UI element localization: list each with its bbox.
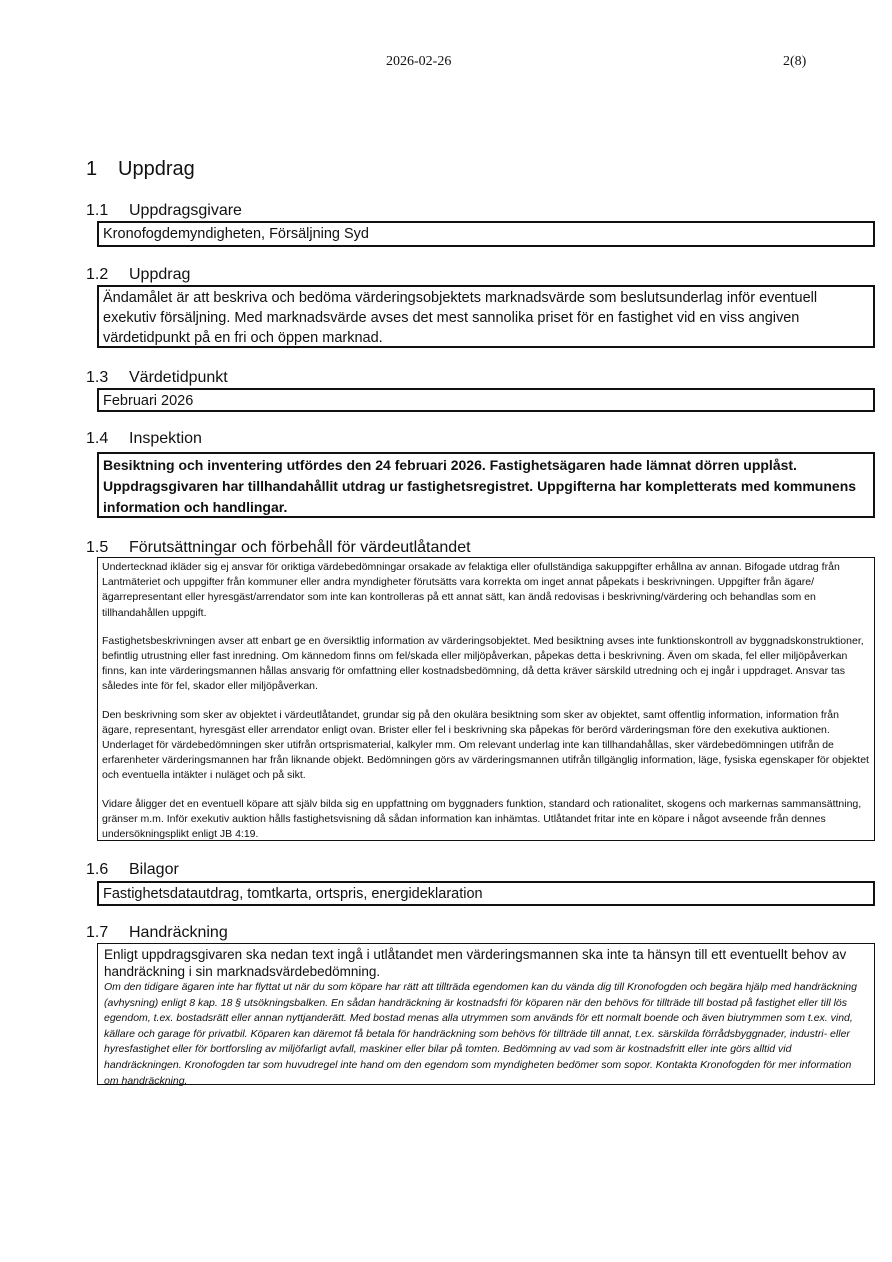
subsection-heading-vardetidpunkt	[86, 369, 228, 387]
subsection-heading-forutsattningar	[86, 539, 471, 557]
subsection-heading-inspektion	[86, 430, 202, 448]
subsection-number: 1.3	[86, 369, 109, 386]
subsection-title: Bilagor	[129, 861, 179, 878]
subsection-title: Uppdrag	[129, 266, 191, 283]
inspektion-box: Besiktning och inventering utfördes den 24 februari 2026. Fastighetsägaren hade lämnat dörren upplåst. Uppdragsgivaren har tillhandahållit utdrag ur fastighetsregistret. Uppgifterna har kompletterats med kommunens information och handlingar.	[97, 452, 875, 518]
handrackning-box	[97, 943, 875, 1085]
forutsattningar-box	[97, 557, 875, 841]
subsection-number: 1.5	[86, 539, 109, 556]
section-title: Uppdrag	[118, 158, 195, 180]
subsection-heading-uppdragsgivare	[86, 202, 242, 220]
subsection-heading-uppdrag	[86, 266, 190, 284]
subsection-heading-handrackning	[86, 924, 228, 942]
subsection-number: 1.2	[86, 266, 109, 283]
section-number: 1	[86, 158, 98, 180]
header-date: 2026-02-26	[386, 54, 452, 69]
subsection-number: 1.7	[86, 924, 109, 941]
paragraph: Fastighetsbeskrivningen avser att enbart ge en översiktlig information av värderingsobjektet. Med besiktning avses inte funktionskontroll av byggnadskonstruktioner, befintlig utrustning eller fast inredning. Om kännedom finns om fel/skada eller miljöpåverkan, påpekas detta i beskrivning. Även om skada, fel eller miljöpåverkan finns, kan inte värderingsmannen hållas ansvarig för omfattning eller kostnadsbedömning, då detta kräver särskild utredning och ej ingår i uppdraget. Ansvar tas således inte för fel, skador eller miljöpåverkan.	[102, 634, 864, 693]
handrackning-intro: Enligt uppdragsgivaren ska nedan text ingå i utlåtandet men värderingsmannen ska inte ta hänsyn till ett eventuellt behov av handräckning i sin marknadsvärdebedömning.	[104, 947, 847, 979]
paragraph: Vidare åligger det en eventuell köpare att själv bilda sig en uppfattning om byggnaders funktion, standard och rationalitet, skogens och markernas sammansättning, gränser m.m. Inför exekutiv auktion hålls fastighetsvisning då sådan information kan inhämtas. Utlåtandet fritar inte en köpare i något avseende från dennes undersökningsplikt enligt JB 4:19.	[102, 797, 862, 841]
subsection-title: Inspektion	[129, 430, 202, 447]
uppdrag-box: Ändamålet är att beskriva och bedöma värderingsobjektets marknadsvärde som beslutsunderlag inför eventuell exekutiv försäljning. Med marknadsvärde avses det mest sannolika priset för en fastighet vid en viss angiven värdetidpunkt på en fri och öppen marknad.	[97, 285, 875, 348]
bilagor-box: Fastighetsdatautdrag, tomtkarta, ortspris, energideklaration	[97, 881, 875, 906]
subsection-number: 1.4	[86, 430, 109, 447]
subsection-title: Förutsättningar och förbehåll för värdeutlåtandet	[129, 539, 471, 556]
vardetidpunkt-box: Februari 2026	[97, 388, 875, 412]
paragraph: Undertecknad ikläder sig ej ansvar för oriktiga värdebedömningar orsakade av felaktiga eller ofullständiga sakuppgifter erhållna av annan. Bifogade utdrag från Lantmäteriet och uppgifter från kommuner eller andra myndigheter förutsätts vara korrekta om inget annat påpekats i beskrivningen. Uppgifter från ägare/ägarrepresentant eller hyresgäst/arrendator som inte kan kontrolleras på ett annat sätt, kan ändå redovisas i beskrivning/värdering och behandlas som en tillhandahållen uppgift.	[102, 561, 840, 619]
subsection-number: 1.6	[86, 861, 109, 878]
subsection-title: Handräckning	[129, 924, 228, 941]
subsection-number: 1.1	[86, 202, 109, 219]
paragraph: Den beskrivning som sker av objektet i värdeutlåtandet, grundar sig på den okulära besiktning som sker av objektet, samt offentlig information, information från ägare, representant, hyresgäst eller arrendator enligt ovan. Brister eller fel i beskrivning ska påpekas för berörd värderingsman före den exekutiva auktionen. Underlaget för värdebedömningen sker utifrån ortsprismaterial, kalkyler mm. Om relevant underlag inte kan tillhandahållas, sker värdebedömningen utifrån de erfarenheter värderingsmannen har från liknande objekt. Bedömningen görs av värderingsmannen utifrån tillgänglig information, läge, fysiska egenskaper för objektet och eventuella intäkter i nuläget och på sikt.	[102, 708, 869, 782]
uppdragsgivare-box: Kronofogdemyndigheten, Försäljning Syd	[97, 221, 875, 247]
subsection-title: Värdetidpunkt	[129, 369, 228, 386]
handrackning-info: Om den tidigare ägaren inte har flyttat ut när du som köpare har rätt att tillträda egendomen kan du vända dig till Kronofogden och begära hjälp med handräckning (avhysning) enligt 8 kap. 18 § utsökningsbalken. En sådan handräckning är kostnadsfri för köparen när den behövs för tillträde till bostad på fastighet eller till lös egendom, t.ex. bostadsrätt eller annan nyttjanderätt. Med bostad menas alla utrymmen som används för ett normalt boende och även biutrymmen som t.ex. vind, källare och garage för privatbil. Köparen kan däremot få betala för handräckning som behövs för tillträde till annat, t.ex. särskilda förrådsbyggnader, industri- eller hyresfastighet eller för bortforsling av miljöfarligt avfall, maskiner eller bilar på tomten. Bedömning av vad som är kostnadsfritt eller inte görs alltid vid handräckningen. Kronofogden tar som huvudregel inte hand om den egendom som myndigheten bedömer som sopor. Kontakta Kronofogden för mer information om handräckning.	[104, 981, 857, 1087]
section-heading	[86, 158, 195, 181]
subsection-title: Uppdragsgivare	[129, 202, 242, 219]
page-number: 2(8)	[783, 54, 807, 69]
subsection-heading-bilagor	[86, 861, 179, 879]
